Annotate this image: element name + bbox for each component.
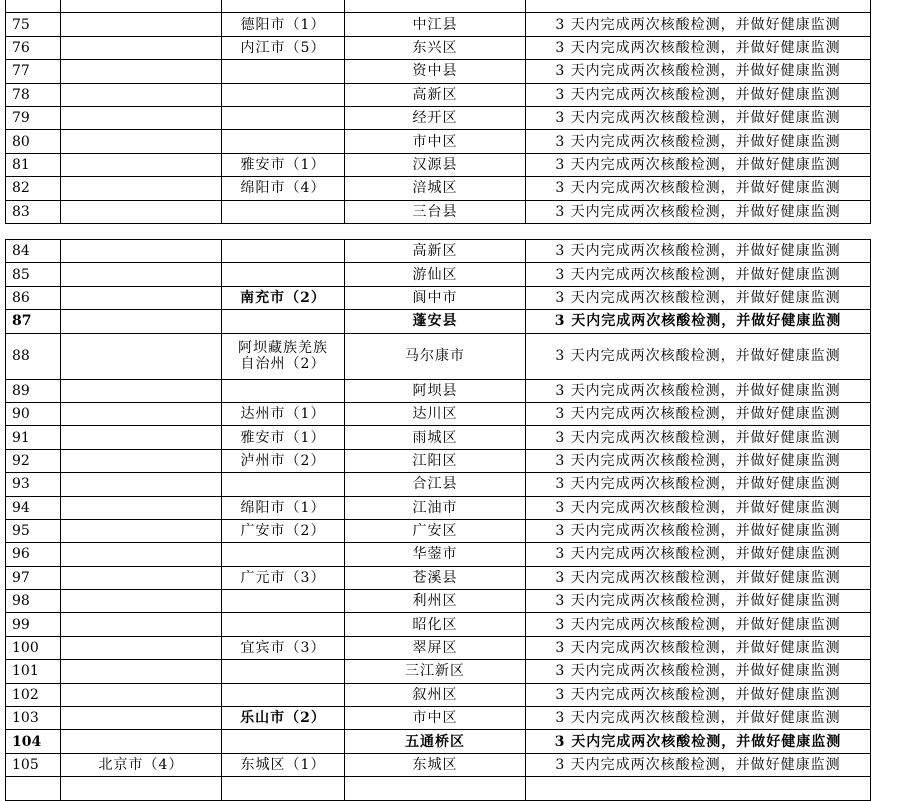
district-cell: 江阳区	[345, 449, 526, 472]
city-cell	[222, 106, 345, 129]
district-cell: 东城区	[345, 753, 526, 776]
requirement-cell: 3 天内完成两次核酸检测，并做好健康监测	[526, 106, 871, 129]
requirement-cell: 3 天内完成两次核酸检测，并做好健康监测	[526, 519, 871, 542]
district-cell: 昭化区	[345, 613, 526, 636]
row-number-cell: 78	[6, 83, 61, 106]
requirement-cell: 3 天内完成两次核酸检测，并做好健康监测	[526, 177, 871, 200]
requirement-cell: 3 天内完成两次核酸检测，并做好健康监测	[526, 426, 871, 449]
district-cell: 五通桥区	[345, 730, 526, 753]
requirement-cell: 3 天内完成两次核酸检测，并做好健康监测	[526, 543, 871, 566]
city-cell: 广安市（2）	[222, 519, 345, 542]
city-cell: 乐山市（2）	[222, 707, 345, 730]
row-number-cell: 87	[6, 310, 61, 333]
requirement-cell: 3 天内完成两次核酸检测，并做好健康监测	[526, 240, 871, 263]
province-cell	[61, 473, 222, 496]
row-number-cell: 94	[6, 496, 61, 519]
row-number-cell: 92	[6, 449, 61, 472]
district-cell: 经开区	[345, 106, 526, 129]
table-row	[6, 730, 871, 753]
district-cell: 利州区	[345, 590, 526, 613]
district-cell: 游仙区	[345, 263, 526, 286]
requirement-cell: 3 天内完成两次核酸检测，并做好健康监测	[526, 286, 871, 309]
province-cell	[61, 777, 222, 800]
province-cell	[61, 402, 222, 425]
table-row	[6, 636, 871, 659]
city-cell	[222, 240, 345, 263]
requirement-cell: 3 天内完成两次核酸检测，并做好健康监测	[526, 730, 871, 753]
risk-area-table-bottom	[5, 239, 871, 801]
table-row	[6, 566, 871, 589]
requirement-cell: 3 天内完成两次核酸检测，并做好健康监测	[526, 496, 871, 519]
district-cell: 合江县	[345, 473, 526, 496]
province-cell	[61, 263, 222, 286]
row-number-cell: 93	[6, 473, 61, 496]
table-row	[6, 36, 871, 59]
city-cell	[222, 200, 345, 223]
district-cell: 翠屏区	[345, 636, 526, 659]
city-cell	[222, 130, 345, 153]
city-cell: 南充市（2）	[222, 286, 345, 309]
table-row	[6, 707, 871, 730]
city-cell	[222, 473, 345, 496]
city-cell: 泸州市（2）	[222, 449, 345, 472]
row-number-cell: 95	[6, 519, 61, 542]
province-cell: 北京市（4）	[61, 753, 222, 776]
row-number-cell: 99	[6, 613, 61, 636]
district-cell: 阆中市	[345, 286, 526, 309]
city-cell	[222, 660, 345, 683]
row-number-cell: 98	[6, 590, 61, 613]
row-number-cell: 100	[6, 636, 61, 659]
table-row	[6, 683, 871, 706]
province-cell	[61, 660, 222, 683]
row-number-cell: 102	[6, 683, 61, 706]
district-cell: 苍溪县	[345, 566, 526, 589]
district-cell: 汉源县	[345, 153, 526, 176]
table-row	[6, 333, 871, 379]
province-cell	[61, 106, 222, 129]
table-row	[6, 449, 871, 472]
city-cell: 绵阳市（1）	[222, 496, 345, 519]
province-cell	[61, 0, 222, 13]
table-row	[6, 590, 871, 613]
district-cell: 马尔康市	[345, 333, 526, 379]
table-row	[6, 426, 871, 449]
table-row	[6, 473, 871, 496]
table-row	[6, 402, 871, 425]
district-cell: 三江新区	[345, 660, 526, 683]
row-number-cell: 104	[6, 730, 61, 753]
province-cell	[61, 590, 222, 613]
district-cell: 高新区	[345, 83, 526, 106]
province-cell	[61, 449, 222, 472]
district-cell: 中江县	[345, 13, 526, 36]
table-row	[6, 263, 871, 286]
requirement-cell: 3 天内完成两次核酸检测，并做好健康监测	[526, 333, 871, 379]
city-cell	[222, 263, 345, 286]
table-row	[6, 379, 871, 402]
province-cell	[61, 519, 222, 542]
district-cell: 资中县	[345, 60, 526, 83]
district-cell: 东兴区	[345, 36, 526, 59]
province-cell	[61, 153, 222, 176]
requirement-cell	[526, 777, 871, 800]
district-cell: 高新区	[345, 240, 526, 263]
province-cell	[61, 310, 222, 333]
province-cell	[61, 636, 222, 659]
table-row	[6, 177, 871, 200]
requirement-cell: 3 天内完成两次核酸检测，并做好健康监测	[526, 660, 871, 683]
row-number-cell: 91	[6, 426, 61, 449]
table-row	[6, 753, 871, 776]
city-cell: 阿坝藏族羌族自治州（2）	[222, 333, 345, 379]
row-number-cell: 85	[6, 263, 61, 286]
district-cell: 市中区	[345, 130, 526, 153]
city-cell: 广元市（3）	[222, 566, 345, 589]
city-cell	[222, 613, 345, 636]
district-cell: 江油市	[345, 496, 526, 519]
district-cell: 市中区	[345, 707, 526, 730]
requirement-cell: 3 天内完成两次核酸检测，并做好健康监测	[526, 60, 871, 83]
row-number-cell: 86	[6, 286, 61, 309]
city-cell	[222, 379, 345, 402]
city-cell: 内江市（5）	[222, 36, 345, 59]
province-cell	[61, 707, 222, 730]
requirement-cell: 3 天内完成两次核酸检测，并做好健康监测	[526, 200, 871, 223]
table-row-cut	[6, 0, 871, 13]
row-number-cell: 79	[6, 106, 61, 129]
city-cell	[222, 83, 345, 106]
requirement-cell: 3 天内完成两次核酸检测，并做好健康监测	[526, 613, 871, 636]
requirement-cell: 3 天内完成两次核酸检测，并做好健康监测	[526, 402, 871, 425]
province-cell	[61, 130, 222, 153]
province-cell	[61, 730, 222, 753]
row-number-cell: 76	[6, 36, 61, 59]
table-row-cut	[6, 777, 871, 800]
row-number-cell: 96	[6, 543, 61, 566]
row-number-cell: 105	[6, 753, 61, 776]
province-cell	[61, 333, 222, 379]
row-number-cell: 101	[6, 660, 61, 683]
table-row	[6, 130, 871, 153]
district-cell	[345, 777, 526, 800]
city-cell: 雅安市（1）	[222, 153, 345, 176]
requirement-cell	[526, 0, 871, 13]
city-cell	[222, 730, 345, 753]
province-cell	[61, 613, 222, 636]
requirement-cell: 3 天内完成两次核酸检测，并做好健康监测	[526, 753, 871, 776]
requirement-cell: 3 天内完成两次核酸检测，并做好健康监测	[526, 449, 871, 472]
row-number-cell	[6, 777, 61, 800]
table-row	[6, 83, 871, 106]
city-cell: 达州市（1）	[222, 402, 345, 425]
table-row	[6, 153, 871, 176]
requirement-cell: 3 天内完成两次核酸检测，并做好健康监测	[526, 13, 871, 36]
district-cell: 三台县	[345, 200, 526, 223]
district-cell: 达川区	[345, 402, 526, 425]
requirement-cell: 3 天内完成两次核酸检测，并做好健康监测	[526, 707, 871, 730]
table-row	[6, 240, 871, 263]
risk-area-table-top	[5, 0, 871, 224]
table-row	[6, 519, 871, 542]
district-cell: 叙州区	[345, 683, 526, 706]
table-row	[6, 613, 871, 636]
table-row	[6, 13, 871, 36]
requirement-cell: 3 天内完成两次核酸检测，并做好健康监测	[526, 83, 871, 106]
requirement-cell: 3 天内完成两次核酸检测，并做好健康监测	[526, 473, 871, 496]
province-cell	[61, 543, 222, 566]
province-cell	[61, 496, 222, 519]
district-cell	[345, 0, 526, 13]
table-row	[6, 310, 871, 333]
requirement-cell: 3 天内完成两次核酸检测，并做好健康监测	[526, 636, 871, 659]
province-cell	[61, 13, 222, 36]
city-cell	[222, 60, 345, 83]
table-row	[6, 106, 871, 129]
row-number-cell: 89	[6, 379, 61, 402]
city-cell	[222, 777, 345, 800]
city-cell: 宜宾市（3）	[222, 636, 345, 659]
province-cell	[61, 426, 222, 449]
row-number-cell: 75	[6, 13, 61, 36]
province-cell	[61, 286, 222, 309]
table-row	[6, 286, 871, 309]
province-cell	[61, 683, 222, 706]
requirement-cell: 3 天内完成两次核酸检测，并做好健康监测	[526, 263, 871, 286]
row-number-cell: 103	[6, 707, 61, 730]
district-cell: 蓬安县	[345, 310, 526, 333]
district-cell: 华蓥市	[345, 543, 526, 566]
district-cell: 广安区	[345, 519, 526, 542]
table-row	[6, 200, 871, 223]
city-cell	[222, 0, 345, 13]
row-number-cell: 90	[6, 402, 61, 425]
province-cell	[61, 36, 222, 59]
city-cell: 德阳市（1）	[222, 13, 345, 36]
province-cell	[61, 379, 222, 402]
province-cell	[61, 83, 222, 106]
district-cell: 雨城区	[345, 426, 526, 449]
district-cell: 涪城区	[345, 177, 526, 200]
city-cell	[222, 543, 345, 566]
requirement-cell: 3 天内完成两次核酸检测，并做好健康监测	[526, 566, 871, 589]
row-number-cell: 88	[6, 333, 61, 379]
requirement-cell: 3 天内完成两次核酸检测，并做好健康监测	[526, 379, 871, 402]
province-cell	[61, 566, 222, 589]
table-row	[6, 496, 871, 519]
city-cell: 东城区（1）	[222, 753, 345, 776]
row-number-cell: 97	[6, 566, 61, 589]
table-row	[6, 543, 871, 566]
requirement-cell: 3 天内完成两次核酸检测，并做好健康监测	[526, 590, 871, 613]
row-number-cell: 84	[6, 240, 61, 263]
row-number-cell: 80	[6, 130, 61, 153]
city-cell	[222, 683, 345, 706]
province-cell	[61, 177, 222, 200]
district-cell: 阿坝县	[345, 379, 526, 402]
requirement-cell: 3 天内完成两次核酸检测，并做好健康监测	[526, 310, 871, 333]
city-cell: 雅安市（1）	[222, 426, 345, 449]
table-row	[6, 660, 871, 683]
requirement-cell: 3 天内完成两次核酸检测，并做好健康监测	[526, 683, 871, 706]
province-cell	[61, 200, 222, 223]
row-number-cell: 77	[6, 60, 61, 83]
row-number-cell: 81	[6, 153, 61, 176]
table-row	[6, 60, 871, 83]
city-cell	[222, 590, 345, 613]
row-number-cell	[6, 0, 61, 13]
requirement-cell: 3 天内完成两次核酸检测，并做好健康监测	[526, 130, 871, 153]
requirement-cell: 3 天内完成两次核酸检测，并做好健康监测	[526, 153, 871, 176]
city-cell: 绵阳市（4）	[222, 177, 345, 200]
province-cell	[61, 240, 222, 263]
city-cell	[222, 310, 345, 333]
row-number-cell: 82	[6, 177, 61, 200]
province-cell	[61, 60, 222, 83]
row-number-cell: 83	[6, 200, 61, 223]
requirement-cell: 3 天内完成两次核酸检测，并做好健康监测	[526, 36, 871, 59]
